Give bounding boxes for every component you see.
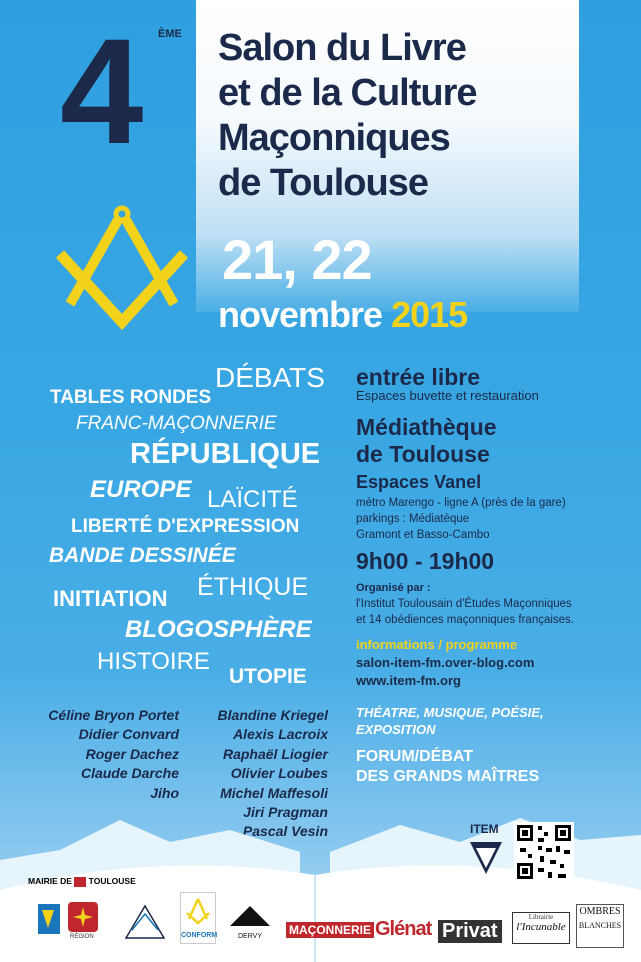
theme-franc-maconnerie: FRANC-MAÇONNERIE bbox=[76, 413, 277, 434]
venue-line-2: de Toulouse bbox=[356, 441, 490, 467]
participant-name: Jiho bbox=[150, 784, 179, 801]
item-logo-text: ITEM bbox=[470, 822, 499, 836]
parkings-line-1: parkings : Médiatèque bbox=[356, 513, 470, 525]
glenat-logo: Glénat bbox=[375, 918, 432, 940]
metro-info: métro Marengo - ligne A (près de la gare) bbox=[356, 497, 566, 509]
institut-logo-icon bbox=[122, 902, 168, 942]
participant-name: Raphaël Liogier bbox=[222, 745, 328, 762]
participant-name: Pascal Vesin bbox=[242, 823, 328, 840]
title-line: Salon du Livre bbox=[218, 27, 466, 69]
informations-label: informations / programme bbox=[356, 637, 518, 652]
conform-label: CONFORM bbox=[181, 932, 218, 939]
parkings-line-2: Gramont et Basso-Cambo bbox=[356, 529, 490, 541]
qr-code-icon[interactable] bbox=[514, 822, 574, 882]
item-logo-icon bbox=[466, 838, 506, 878]
participant-name: Michel Maffesoli bbox=[220, 784, 328, 801]
title-line: et de la Culture bbox=[218, 72, 477, 114]
franc-maconnerie-logo: MAÇONNERIE bbox=[286, 922, 374, 938]
espaces-buvette: Espaces buvette et restauration bbox=[356, 388, 539, 403]
incunable-logo bbox=[512, 912, 570, 944]
theme-initiation: INITIATION bbox=[53, 586, 168, 611]
forum-line-2: DES GRANDS MAÎTRES bbox=[356, 768, 540, 785]
theme-ethique: ÉTHIQUE bbox=[197, 573, 309, 601]
theme-blogosphere: BLOGOSPHÈRE bbox=[125, 616, 312, 643]
participant-name: Claude Darche bbox=[80, 765, 179, 782]
participant-name: Blandine Kriegel bbox=[217, 707, 328, 723]
entree-libre: entrée libre bbox=[356, 364, 480, 390]
theme-liberte: LIBERTÉ D'EXPRESSION bbox=[71, 516, 300, 537]
organise-label: Organisé par : bbox=[356, 582, 431, 594]
region-logo-icon bbox=[68, 902, 98, 932]
title-line: Maçonniques bbox=[218, 117, 450, 159]
participant-name: Jiri Pragman bbox=[243, 804, 328, 821]
participant-name: Céline Bryon Portet bbox=[48, 707, 179, 723]
theatre-line-1: THÉATRE, MUSIQUE, POÉSIE, bbox=[356, 705, 544, 720]
dervy-logo bbox=[226, 904, 274, 940]
theme-debats: DÉBATS bbox=[215, 362, 325, 393]
conform-compass-icon bbox=[181, 893, 215, 927]
dervy-triangle-icon bbox=[226, 904, 274, 928]
theme-europe: EUROPE bbox=[90, 476, 192, 503]
edition-suffix: ÈME bbox=[158, 28, 182, 40]
event-year: 2015 bbox=[391, 294, 468, 335]
square-compass-icon bbox=[52, 200, 192, 330]
event-dates: 21, 22 bbox=[222, 228, 372, 291]
theatre-line-2: EXPOSITION bbox=[356, 722, 436, 737]
participant-name: Roger Dachez bbox=[85, 745, 179, 762]
participant-name: Didier Convard bbox=[78, 726, 179, 743]
organise-line-1: l'Institut Toulousain d'Études Maçonniques bbox=[356, 598, 572, 610]
conform-logo bbox=[180, 892, 216, 944]
site-url[interactable]: www.item-fm.org bbox=[356, 673, 461, 688]
theme-bande-dessinee: BANDE DESSINÉE bbox=[49, 544, 236, 567]
region-label: RÉGION bbox=[70, 934, 94, 940]
poster-title bbox=[218, 26, 578, 206]
participant-name: Alexis Lacroix bbox=[233, 726, 328, 743]
incunable-label: l'Incunable bbox=[516, 921, 566, 933]
theme-utopie: UTOPIE bbox=[229, 665, 307, 688]
opening-hours: 9h00 - 19h00 bbox=[356, 548, 495, 574]
theme-laicite: LAÏCITÉ bbox=[207, 486, 298, 513]
privat-logo: Privat bbox=[438, 920, 502, 943]
toulouse-cross-icon bbox=[74, 877, 86, 887]
month-text: novembre bbox=[218, 294, 383, 335]
mairie-label: MAIRIE DE bbox=[28, 876, 72, 886]
mairie-logo bbox=[28, 876, 136, 887]
ombres-blanches-logo bbox=[576, 904, 624, 948]
departement-logo-icon bbox=[36, 902, 62, 942]
theme-republique: RÉPUBLIQUE bbox=[130, 438, 321, 470]
theme-tables-rondes: TABLES RONDES bbox=[50, 387, 212, 408]
espaces-vanel: Espaces Vanel bbox=[356, 472, 482, 492]
forum-line-1: FORUM/DÉBAT bbox=[356, 748, 474, 765]
event-month bbox=[218, 294, 467, 336]
blog-url[interactable]: salon-item-fm.over-blog.com bbox=[356, 655, 535, 670]
librairie-label: Librairie bbox=[528, 913, 554, 921]
blanches-label: BLANCHES bbox=[578, 921, 622, 930]
toulouse-label: TOULOUSE bbox=[88, 876, 136, 886]
title-line: de Toulouse bbox=[218, 162, 428, 204]
ombres-label: OMBRES bbox=[579, 906, 621, 917]
dervy-label: DERVY bbox=[238, 933, 262, 940]
edition-number: 4 bbox=[60, 7, 140, 175]
venue-line-1: Médiathèque bbox=[356, 414, 497, 440]
organise-line-2: et 14 obédiences maçonniques françaises. bbox=[356, 614, 575, 626]
participant-name: Olivier Loubes bbox=[230, 765, 328, 782]
theme-histoire: HISTOIRE bbox=[97, 648, 210, 675]
